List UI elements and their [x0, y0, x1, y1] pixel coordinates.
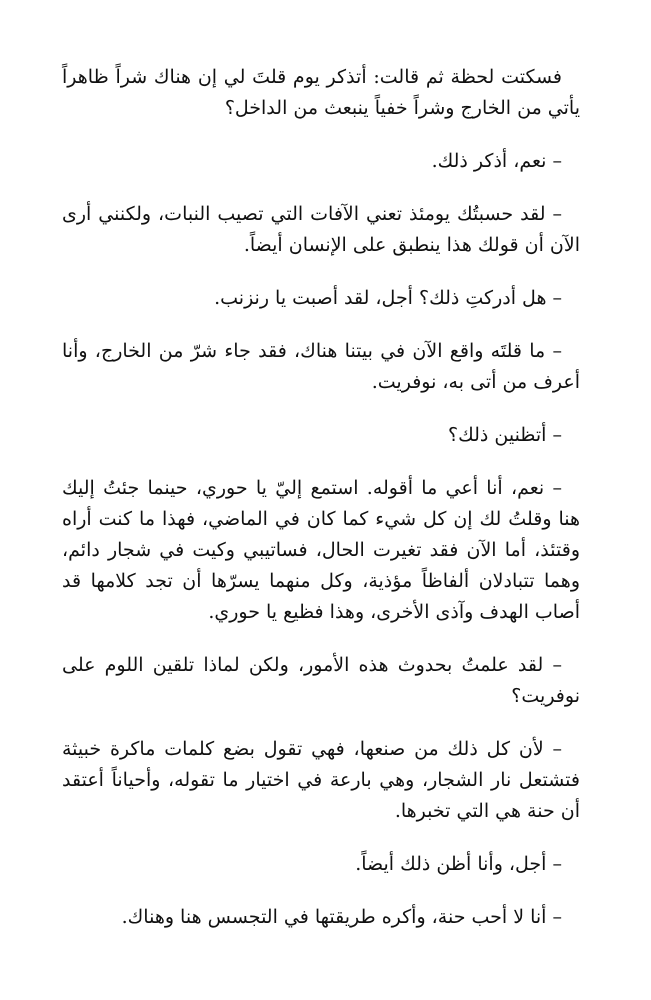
- paragraph-9: – لأن كل ذلك من صنعها، فهي تقول بضع كلمات ماكرة خبيثة فتشتعل نار الشجار، وهي بارعة في اختيار ما تقوله، وأحياناً أعتقد أن حنة هي التي تخبرها.: [62, 738, 580, 822]
- paragraph-7: – نعم، أنا أعي ما أقوله. استمع إليّ يا حوري، حينما جئتُ إليك هنا وقلتُ لك إن كل شيء كما كان في الماضي، فهذا ما كنت أراه وقتئذ، أما الآن فقد تغيرت الحال، فساتيبي وكيت في شجار دائم، وهما تتبادلان ألفاظاً مؤذية، وكل منهما يسرّها أن تجد كلامها قد أصاب الهدف وآذى الأخرى، وهذا فظيع يا حوري.: [62, 477, 580, 623]
- paragraph-5: – ما قلتَه واقع الآن في بيتنا هناك، فقد جاء شرّ من الخارج، وأنا أعرف من أتى به، نوفريت.: [62, 340, 580, 393]
- paragraph-1: فسكتت لحظة ثم قالت: أتذكر يوم قلتَ لي إن هناك شراً ظاهراً يأتي من الخارج وشراً خفياً ينبعث من الداخل؟: [62, 66, 580, 119]
- paragraph-11: – أنا لا أحب حنة، وأكره طريقتها في التجسس هنا وهناك.: [121, 906, 562, 928]
- paragraph-4: – هل أدركتِ ذلك؟ أجل، لقد أصبت يا رنزنب.: [214, 287, 562, 309]
- paragraph-8: – لقد علمتُ بحدوث هذه الأمور، ولكن لماذا تلقين اللوم على نوفريت؟: [62, 654, 580, 707]
- paragraph-2: – نعم، أذكر ذلك.: [431, 150, 562, 172]
- document-page: [62, 62, 580, 955]
- paragraph-6: – أتظنين ذلك؟: [447, 424, 562, 446]
- paragraph-10: – أجل، وأنا أظن ذلك أيضاً.: [355, 853, 562, 875]
- paragraph-3: – لقد حسبتُك يومئذ تعني الآفات التي تصيب النبات، ولكنني أرى الآن أن قولك هذا ينطبق على الإنسان أيضاً.: [62, 203, 580, 256]
